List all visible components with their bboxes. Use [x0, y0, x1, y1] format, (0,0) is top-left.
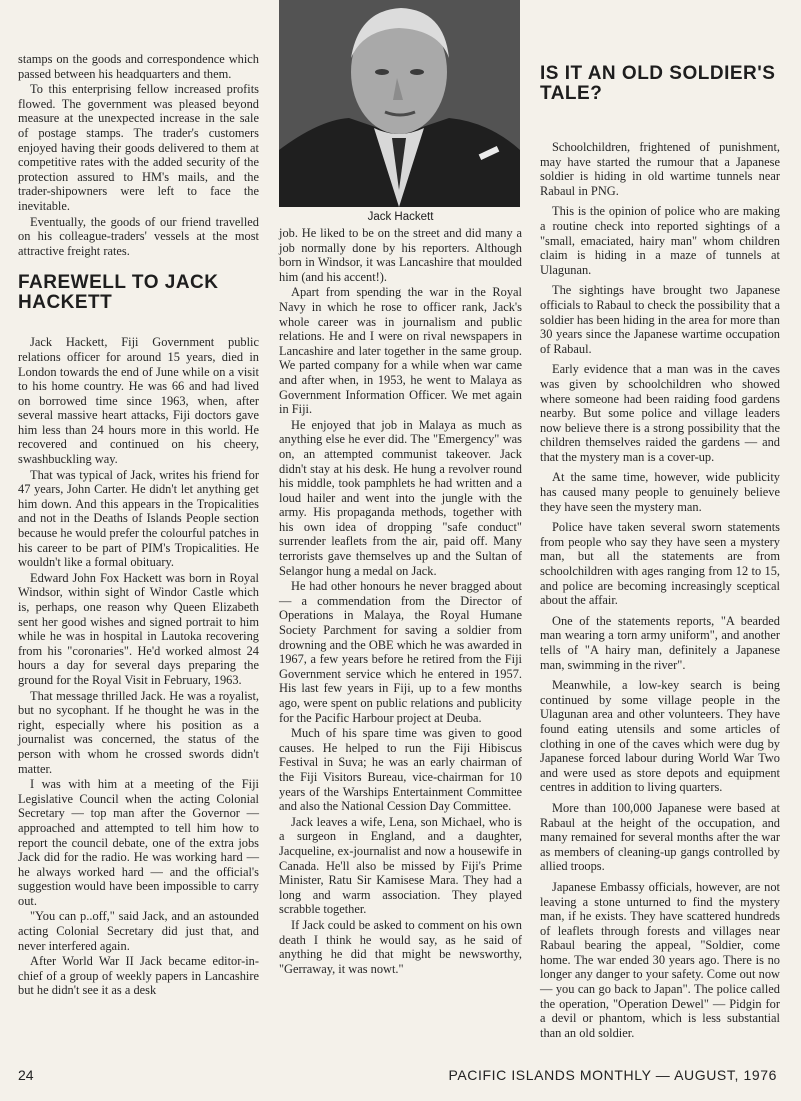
column-1: [18, 52, 259, 998]
paragraph: Japanese Embassy officials, however, are not leaving a stone unturned to find the mystery man, if he exists. They have scattered hundreds of leaflets through forests and villages near Rabaul bearing the appeal, "Soldier, come home. The war ended 30 years ago. There is no longer any danger to your safety. Come out now — you can go back to Japan". The police called the operation, "Operation Dewel" — Pidgin for a devil or phantom, which is less substantial than an old soldier.: [540, 879, 780, 1040]
page-number: 24: [18, 1067, 34, 1083]
paragraph: Much of his spare time was given to good causes. He helped to run the Fiji Hibiscus Festival in Suva; he was an early chairman of the Fiji Visitors Bureau, vice-chairman for 10 years of the Warships Entertainment Committee and also the National Cession Day Committee.: [279, 726, 522, 814]
paragraph: stamps on the goods and correspondence which passed between his headquarters and them.: [18, 52, 259, 81]
paragraph: Early evidence that a man was in the caves was given by schoolchildren who showed where someone had been raiding food gardens nearby. But some police and village leaders now believe there is a strong possibility that the children themselves raided the gardens — and that the mystery man is a cover-up.: [540, 362, 780, 464]
paragraph: That was typical of Jack, writes his friend for 47 years, John Carter. He didn't let anything get him down. And this appears in the Tropicalities and not in the Deaths of Islands People section because he would prefer the colourful patches in his career to be part of PIM's Tropicalities. He wouldn't like a formal obituary.: [18, 467, 259, 570]
paragraph: Police have taken several sworn statements from people who say they have seen a mystery man, but all the statements are from schoolchildren with ages ranging from 12 to 15, and police are becoming increasingly sceptical about the affair.: [540, 520, 780, 608]
previous-article-continuation: [18, 52, 259, 258]
article-heading-old-soldier: IS IT AN OLD SOLDIER'S TALE?: [540, 63, 776, 104]
paragraph: He enjoyed that job in Malaya as much as anything else he ever did. The "Emergency" was on, an attempted communist takeover. Jack didn't stay at his desk. He hung a revolver round his middle, took pamphlets he had written and a loud hailer and went into the jungle with the army. His propaganda methods, together with his own idea of dropping "safe conduct" surrender leaflets from the air, paid off. Many terrorists gave themselves up and the Sultan of Selangor hung a medal on Jack.: [279, 417, 522, 578]
paragraph: Meanwhile, a low-key search is being continued by some village people in the Ulagunan area and other volunteers. They have found eating utensils and some articles of clothing in one of the caves which were dug by Japanese forced labour during World War Two and were used as store depots and equipment centres in addition to living quarters.: [540, 678, 780, 795]
paragraph: I was with him at a meeting of the Fiji Legislative Council when the acting Colonial Secretary — top man after the Governor — approached and attempted to tell him how to report the council debate, one of the extra jobs Jack did for the radio. He was working hard — he always worked hard — and the official's suggestion would have been impossible to carry out.: [18, 777, 259, 908]
photo-caption: Jack Hackett: [367, 211, 434, 223]
paragraph: "You can p..off," said Jack, and an astounded acting Colonial Secretary did just that, and never interfered again.: [18, 909, 259, 953]
paragraph: Eventually, the goods of our friend travelled on his colleague-traders' vessels at the most attractive freight rates.: [18, 214, 259, 258]
column-2: [279, 0, 522, 976]
paragraph: More than 100,000 Japanese were based at Rabaul at the height of the occupation, and many remained for several months after the war as members of cleaning-up gangs controlled by allied troops.: [540, 800, 780, 874]
farewell-article-body: [18, 335, 259, 998]
running-title: PACIFIC ISLANDS MONTHLY — AUGUST, 1976: [448, 1067, 777, 1083]
paragraph: The sightings have brought two Japanese officials to Rabaul to check the possibility that a soldier has been hiding in the area for more than 30 years since the Japanese wartime occupation of Rabaul.: [540, 283, 780, 356]
paragraph: One of the statements reports, "A bearded man wearing a torn army uniform", and another tells of "A hairy man, definitely a Japanese man, swimming in the river".: [540, 613, 780, 672]
paragraph: job. He liked to be on the street and did many a job normally done by his reporters. Although born in Windsor, it was Lancashire that moulded him (and his accent!).: [279, 226, 522, 284]
paragraph: This is the opinion of police who are making a routine check into reported sightings of a "small, emaciated, hairy man" whom children claim is hiding in a maze of tunnels at Ulagunan.: [540, 204, 780, 277]
paragraph: To this enterprising fellow increased profits flowed. The government was pleased beyond measure at the unexpected increase in the sale of postage stamps. The trader's customers enjoyed having their goods delivered to them at competitive rates with the added security of the protection assured to HM's mails, and the trader-shipowners were left to face the inevitable.: [18, 82, 259, 213]
paragraph: At the same time, however, wide publicity has caused many people to genuinely believe they have seen the mystery man.: [540, 470, 780, 514]
paragraph: Apart from spending the war in the Royal Navy in which he rose to officer rank, Jack's whole career was in journalism and public relations. He and I were on rival newspapers in Lancashire and later together in the same group. We parted company for a while when war came and after when, in 1953, he went to Malaya as Government Information Officer. We met again in Fiji.: [279, 285, 522, 417]
paragraph: Schoolchildren, frightened of punishment, may have started the rumour that a Japanese soldier is hiding in old wartime tunnels near Rabaul in PNG.: [540, 140, 780, 198]
paragraph: That message thrilled Jack. He was a royalist, but no sycophant. If he thought he was in the right, especially where his position as a journalist was concerned, the status of the person with whom he crossed swords didn't matter.: [18, 688, 259, 776]
jack-hackett-photo: [279, 0, 520, 207]
paragraph: Edward John Fox Hackett was born in Royal Windsor, within sight of Windor Castle which is, perhaps, one reason why Queen Elizabeth sent her good wishes and signed portrait to him while he was in hospital in Lautoka recovering from his "coronaries". He'd worked almost 24 hours a day for several days preparing the ground for the Royal Visit in February, 1963.: [18, 570, 259, 687]
article-heading-farewell: FAREWELL TO JACK HACKETT: [18, 272, 219, 314]
paragraph: If Jack could be asked to comment on his own death I think he would say, as he said of anything he did that might be newsworthy, "Gerraway, it was nowt.": [279, 917, 522, 976]
paragraph: After World War II Jack became editor-in-chief of a group of weekly papers in Lancashire but he didn't see it as a desk: [18, 954, 259, 998]
paragraph: Jack leaves a wife, Lena, son Michael, who is a surgeon in England, and a daughter, Jacqueline, ex-journalist and now a housewife in Canada. He'll also be missed by Fiji's Prime Minister, Ratu Sir Kamisese Mara. They had a long and warm association. They played scrabble together.: [279, 814, 522, 917]
column-3: [540, 64, 780, 1040]
paragraph: Jack Hackett, Fiji Government public relations officer for around 15 years, died in London towards the end of June while on a visit to his home country. He was 66 and had lived on borrowed time since 1963, when, after several massive heart attacks, Fiji doctors gave him less than 24 hours more in this world. He recovered and continued on his cheery, swashbuckling way.: [18, 335, 259, 467]
paragraph: He had other honours he never bragged about — a commendation from the Director of Operations in Malaya, the Royal Humane Society Parchment for saving a soldier from drowning and the OBE which he was awarded in 1967, a few years before he retired from the Fiji Government service which he entered in 1957. His last few years in Fiji, up to a few months ago, were spent on public relations and publicity for the Pacific Harbour project at Deuba.: [279, 579, 522, 725]
